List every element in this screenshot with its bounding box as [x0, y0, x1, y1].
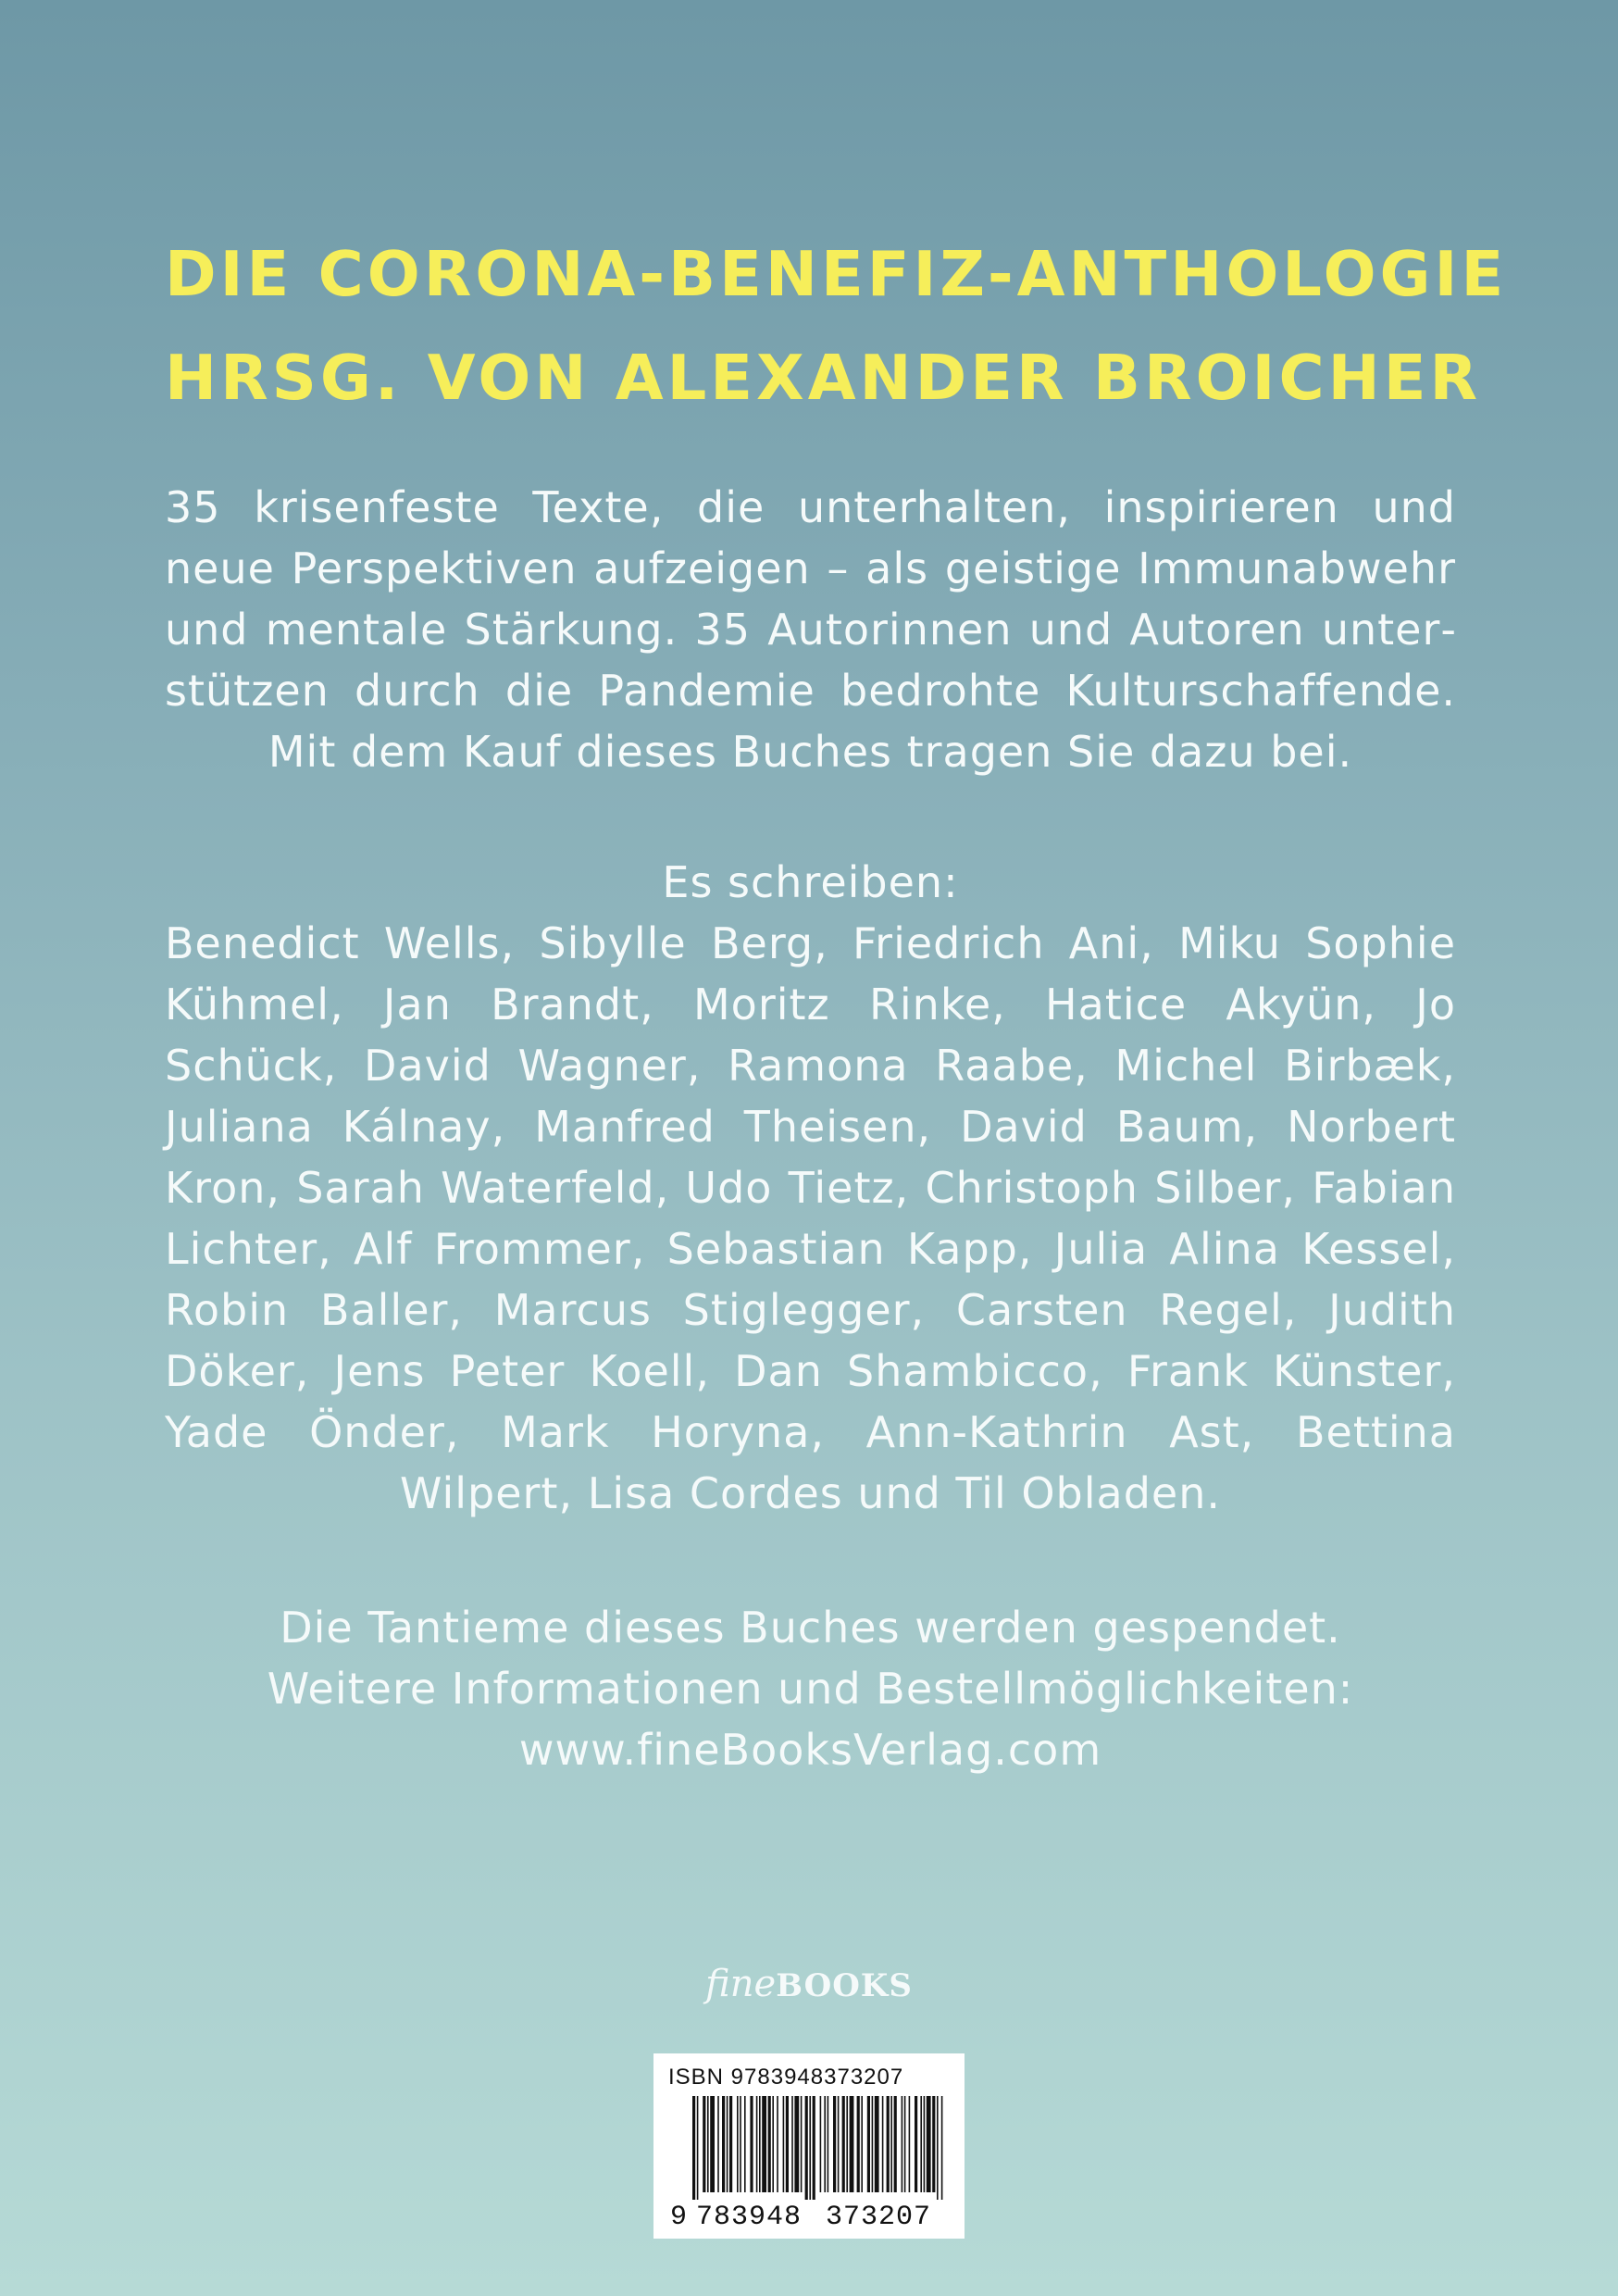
barcode-bar: [805, 2096, 808, 2200]
barcode-bar: [744, 2096, 746, 2192]
barcode-icon: [668, 2096, 950, 2229]
logo-books: BOOKS: [776, 1967, 913, 2004]
barcode-bar: [872, 2096, 874, 2192]
barcode-bar: [927, 2096, 931, 2192]
barcode-bar: [786, 2096, 789, 2192]
barcode-bar: [887, 2096, 890, 2192]
barcode-bar: [707, 2096, 709, 2192]
barcode-bar: [924, 2096, 926, 2192]
headline-line-2: HRSG. VON ALEXANDER BROICHER: [165, 342, 1482, 414]
barcode-bar: [890, 2096, 892, 2192]
barcode-bar: [809, 2096, 811, 2200]
authors-label: Es schreiben:: [662, 857, 959, 907]
barcode-bar: [820, 2096, 822, 2192]
barcode-bar: [937, 2096, 939, 2200]
barcode-bar: [801, 2096, 803, 2192]
barcode-bar: [783, 2096, 785, 2192]
barcode-bar: [824, 2096, 826, 2192]
headline-line-1: DIE CORONA-BENEFIZ-ANTHOLOGIE: [165, 238, 1508, 310]
barcode-bar: [842, 2096, 845, 2192]
barcode-bar: [861, 2096, 863, 2192]
barcode-bar: [756, 2096, 758, 2192]
barcode-bar: [867, 2096, 870, 2192]
barcode-bar: [768, 2096, 771, 2192]
barcode-bar: [737, 2096, 739, 2192]
barcode-bar: [915, 2096, 917, 2192]
isbn-label: ISBN 9783948373207: [668, 2065, 904, 2090]
barcode-bar: [722, 2096, 725, 2192]
barcode-digits-right: 373207: [826, 2202, 932, 2229]
barcode-bar: [894, 2096, 897, 2192]
barcode-bar: [909, 2096, 911, 2192]
barcode-bar: [710, 2096, 715, 2192]
logo-fine: fine: [705, 1963, 777, 2005]
barcode-bar: [727, 2096, 728, 2192]
barcode-bar: [857, 2096, 860, 2192]
barcode-bar: [750, 2096, 753, 2192]
intro-paragraph: 35 krisenfeste Texte, die unterhalten, inspirieren und neue Perspektiven aufzeigen – als geistige Immunabwehr und mentale Stärkung. 35 Autorinnen und Autoren unterstützen durch die Pandemie bedrohte Kulturschaffende. Mit dem Kauf dieses Buches tragen Sie dazu bei.: [165, 482, 1456, 777]
headline: [165, 222, 1508, 430]
barcode-lead-digit: 9: [670, 2202, 688, 2229]
publisher-url[interactable]: www.fineBooksVerlag.com: [518, 1725, 1102, 1775]
barcode-bar: [904, 2096, 906, 2192]
barcode-bar: [838, 2096, 840, 2192]
barcode-bar: [740, 2096, 741, 2192]
barcode-bar: [692, 2096, 695, 2200]
barcode-bar: [846, 2096, 848, 2192]
barcode-bar: [828, 2096, 829, 2192]
barcode-bar: [717, 2096, 719, 2192]
barcode-bar: [941, 2096, 943, 2200]
barcode-bar: [777, 2096, 778, 2192]
barcode-bar: [882, 2096, 884, 2192]
barcode-bar: [772, 2096, 774, 2192]
barcode-bar: [762, 2096, 766, 2192]
barcode-bar: [697, 2096, 699, 2200]
barcode-bar: [850, 2096, 854, 2192]
barcode-bar: [932, 2096, 935, 2192]
footer-line-1: Die Tantieme dieses Buches werden gespendet.: [280, 1603, 1341, 1653]
barcode-bar: [794, 2096, 799, 2192]
footer-line-2: Weitere Informationen und Bestellmöglichkeiten:: [267, 1664, 1354, 1714]
barcode-bar: [791, 2096, 793, 2192]
barcode-bar: [902, 2096, 903, 2192]
barcode-digits-left: 783948: [696, 2202, 803, 2229]
barcode-bar: [813, 2096, 815, 2200]
barcode-bar: [875, 2096, 879, 2192]
barcode-box: [653, 2053, 965, 2239]
barcode-bar: [703, 2096, 705, 2192]
barcode-bar: [729, 2096, 732, 2192]
publisher-logo: [0, 1963, 1618, 2005]
authors-list: Benedict Wells, Sibylle Berg, Friedrich Ani, Miku Sophie Kühmel, Jan Brandt, Moritz Rinke, Hatice Akyün, Jo Schück, David Wagner, Ramona Raabe, Michel Birbæk, Juliana Kálnay, Manfred Theisen, David Baum, Norbert Kron, Sarah Waterfeld, Udo Tietz, Christoph Silber, Fabian Lichter, Alf Frommer, Sebastian Kapp, Julia Alina Kessel, Robin Baller, Marcus Stiglegger, Carsten Regel, Judith Döker, Jens Peter Koell, Dan Shambicco, Frank Künster, Yade Önder, Mark Horyna, Ann-Kathrin Ast, Bettina Wilpert, Lisa Cordes und Til Obladen.: [165, 918, 1456, 1518]
footer-text: [165, 1597, 1456, 1780]
barcode-bar: [920, 2096, 922, 2192]
barcode-bar: [833, 2096, 836, 2192]
barcode-bar: [759, 2096, 761, 2192]
